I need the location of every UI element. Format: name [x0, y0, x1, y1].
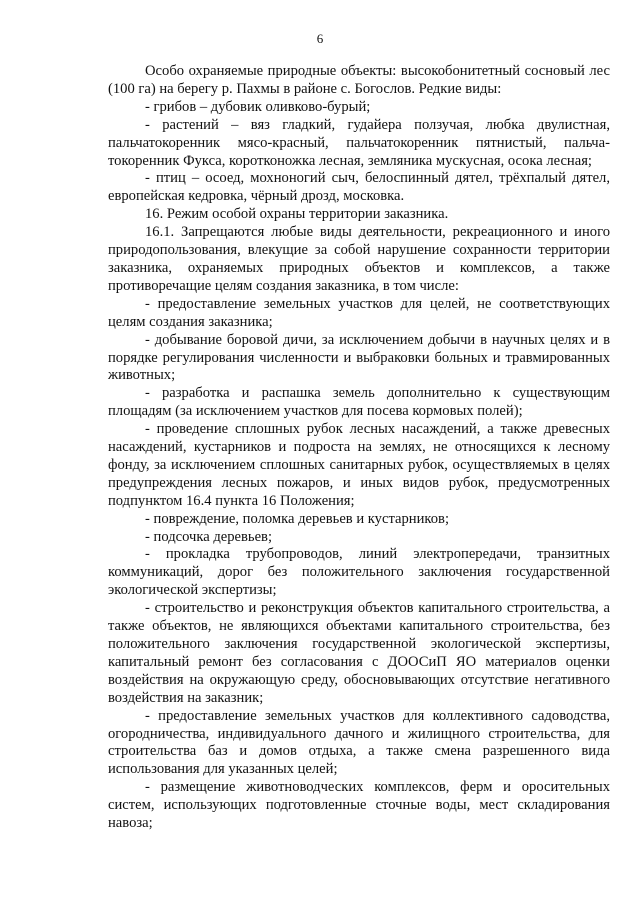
list-item-tapping: - подсочка деревьев; — [145, 528, 272, 545]
list-item-plants: - растений – вяз гладкий, гудайера ползучая, любка двулистная, пальчатокоренник мясо-красный, пальчатокоренник пятнистый, пальчатокоренник Фукса, коротконожка лесная, земляника мускусная, осока лесная; — [108, 116, 610, 169]
list-item-construction: - строительство и реконструкция объектов капитального строительства, а также объектов, не являющихся объектами капитального строительства, без положительного заключения государственной экологической экспертизы, капитальный ремонт без согласования с ДООСиП ЯО материалов оценки воздействия на окружающую среду, обосновывающих отсутствие негативного воздействия на заказник; — [108, 600, 610, 706]
list-item-clear-cutting: - проведение сплошных рубок лесных насаждений, а также древесных насаждений, кустарников и подроста на землях, не относящихся к лесному фонду, за исключением сплошных санитарных рубок, осуществляемых в целях предупреждения лесных пожаров, и иных видов рубок, предусмотренных подпунктом 16.4 пункта 16 Положения; — [108, 421, 610, 509]
list-item-livestock: - размещение животноводческих комплексов, ферм и оросительных систем, использующих подготовленные сточные воды, мест складирования навоза; — [108, 779, 610, 832]
list-item-land-plowing: - разработка и распашка земель дополнительно к существующим площадям (за исключением участков для посева кормовых полей); — [108, 385, 610, 420]
list-item-gardening: - предоставление земельных участков для коллективного садоводства, огородничества, индивидуального дачного и жилищного строительства, для строительства баз и домов отдыха, а также смена разрешенного вида использования для указанных целей; — [108, 707, 610, 778]
page-number: 6 — [316, 31, 324, 46]
list-item-land-plots: - предоставление земельных участков для целей, не соответствующих целям создания заказника; — [108, 295, 610, 330]
list-item-birds: - птиц – осоед, мохноногий сыч, белоспинный дятел, трёхпалый дятел, европейская кедровка, чёрный дрозд, московка. — [108, 170, 610, 205]
paragraph-16-1: 16.1. Запрещаются любые виды деятельности, рекреационного и иного природопользования, влекущие за собой нарушение сохранности территории заказника, охраняемых природных объектов и комплексов, а также противоречащие целям создания заказника, в том числе: — [108, 224, 610, 294]
paragraph-protected-objects: Особо охраняемые природные объекты: высокобонитетный сосновый лес (100 га) на берегу р. Пахмы в районе с. Богослов. Редкие виды: — [108, 63, 610, 97]
list-item-fungi: - грибов – дубовик оливково-бурый; — [145, 98, 371, 115]
list-item-game-hunting: - добывание боровой дичи, за исключением добычи в научных целях и в порядке регулирования численности и выбраковки больных и травмированных животных; — [108, 331, 610, 384]
document-body — [108, 63, 610, 833]
section-heading-16: 16. Режим особой охраны территории заказника. — [145, 206, 449, 223]
list-item-tree-damage: - повреждение, поломка деревьев и кустарников; — [145, 510, 450, 527]
list-item-pipelines: - прокладка трубопроводов, линий электропередачи, транзитных коммуникаций, дорог без положительного заключения государственной экологической экспертизы; — [108, 546, 610, 599]
